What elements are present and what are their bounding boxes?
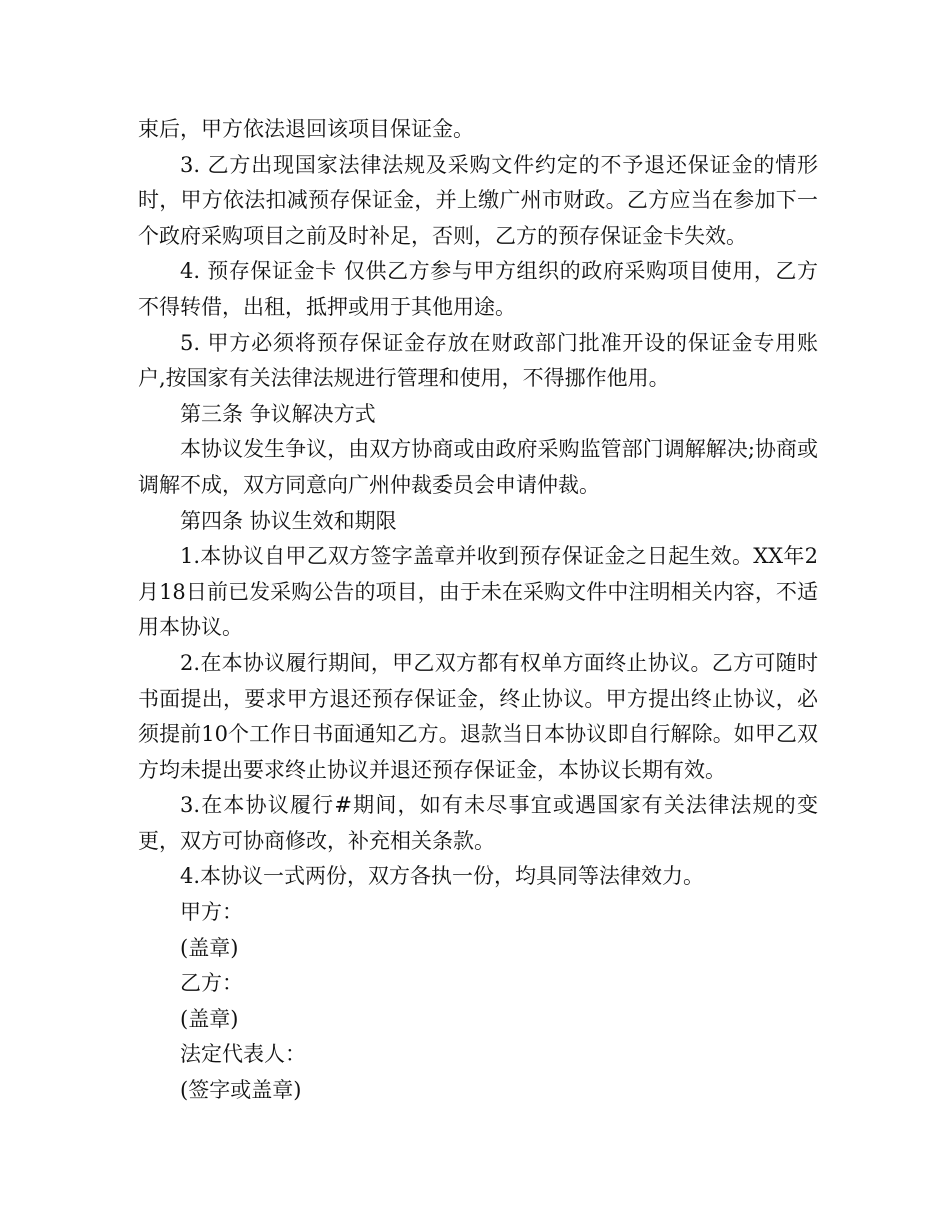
paragraph-termination: 2.在本协议履行期间，甲乙双方都有权单方面终止协议。乙方可随时书面提出，要求甲方退还预存保证金，终止协议。甲方提出终止协议，必须提前10个工作日书面通知乙方。退款当日本协议即自行解除。如甲乙双方均未提出要求终止协议并退还预存保证金，本协议长期有效。 — [138, 650, 818, 782]
paragraph-clause-3-deduction: 3. 乙方出现国家法律法规及采购文件约定的不予退还保证金的情形时，甲方依法扣减预存保证金，并上缴广州市财政。乙方应当在参加下一个政府采购项目之前及时补足，否则，乙方的预存保证金卡失效。 — [138, 152, 818, 248]
paragraph-copies: 4.本协议一式两份，双方各执一份，均具同等法律效力。 — [180, 864, 705, 889]
paragraph-clause-4-card-usage: 4. 预存保证金卡 仅供乙方参与甲方组织的政府采购项目使用，乙方不得转借，出租，抵押或用于其他用途。 — [138, 259, 818, 319]
paragraph-deposit-return: 束后，甲方依法退回该项目保证金。 — [138, 117, 474, 141]
signature-party-b-label: 乙方： — [180, 971, 243, 996]
signature-legal-rep-seal: (签字或盖章) — [180, 1078, 302, 1103]
paragraph-amendment: 3.在本协议履行#期间，如有未尽事宜或遇国家有关法律法规的变更，双方可协商修改，补充相关条款。 — [138, 793, 818, 853]
signature-party-a-label: 甲方： — [180, 900, 243, 925]
heading-article-4: 第四条 协议生效和期限 — [180, 508, 397, 533]
paragraph-clause-5-account: 5. 甲方必须将预存保证金存放在财政部门批准开设的保证金专用账户,按国家有关法律法规进行管理和使用，不得挪作他用。 — [138, 330, 818, 391]
signature-party-a-seal: (盖章) — [180, 935, 239, 960]
heading-article-3: 第三条 争议解决方式 — [180, 401, 376, 426]
paragraph-dispute-resolution: 本协议发生争议，由双方协商或由政府采购监管部门调解解决;协商或调解不成，双方同意向广州仲裁委员会申请仲裁。 — [138, 437, 818, 497]
signature-party-b-seal: (盖章) — [180, 1006, 239, 1031]
document-page — [138, 112, 818, 1109]
paragraph-effective-date: 1.本协议自甲乙双方签字盖章并收到预存保证金之日起生效。XX年2月18日前已发采购公告的项目，由于未在采购文件中注明相关内容，不适用本协议。 — [138, 544, 818, 640]
signature-legal-rep-label: 法定代表人： — [180, 1042, 306, 1067]
